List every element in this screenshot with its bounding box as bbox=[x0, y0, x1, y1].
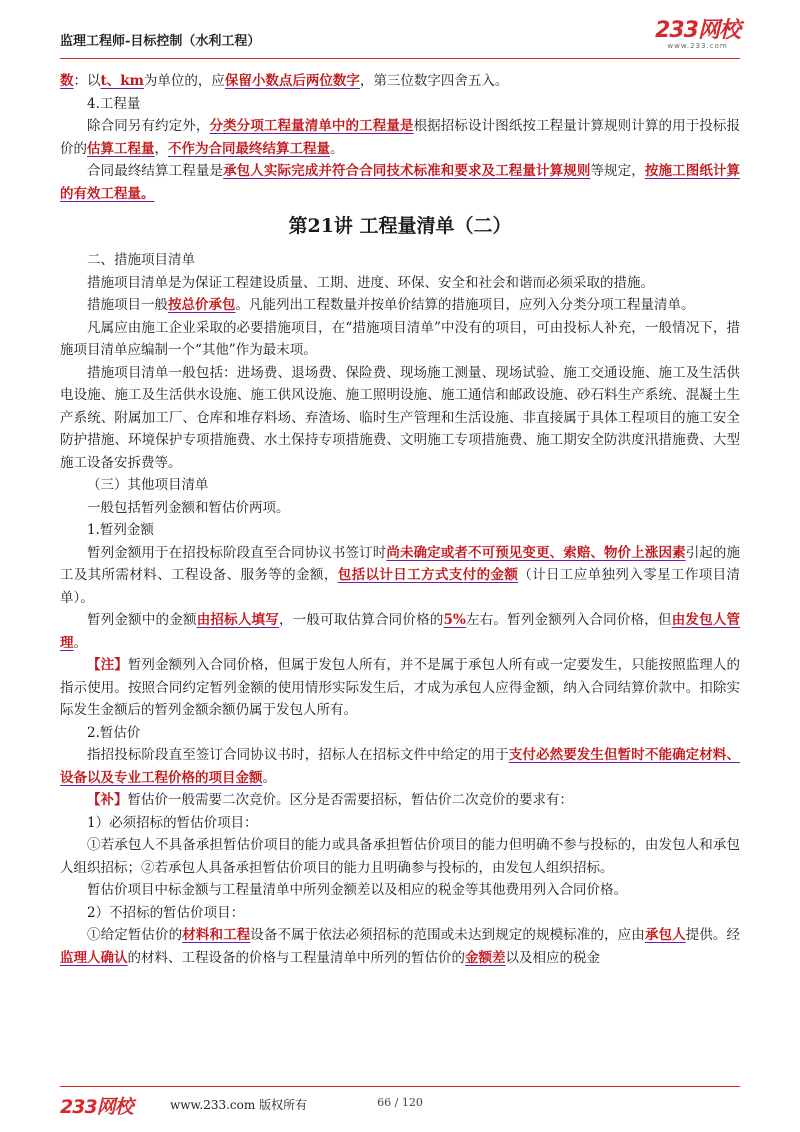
text-run: 凡属应由施工企业采取的必要措施项目，在“措施项目清单”中没有的项目，可由投标人补充，一般情况下，措施项目清单应编制一个“其他”作为最末项。 bbox=[60, 319, 740, 358]
document-body bbox=[60, 70, 740, 969]
text-run: 措施项目清单一般包括：进场费、退场费、保险费、现场施工测量、现场试验、施工交通设施、施工及生活供电设施、施工及生活供水设施、施工供风设施、施工照明设施、施工通信和邮政设施、砂石料生产系统、混凝土生产系统、附属加工厂、仓库和堆存料场、弃渣场、临时生产管理和生活设施、非直接属于具体工程项目的施工安全防护措施、环境保护专项措施费、水土保持专项措施费、文明施工专项措施费、施工期安全防洪度汛措施费、大型施工设备安拆费等。 bbox=[60, 364, 740, 471]
text-run: 暂列金额用于在招投标阶段直至合同协议书签订时 bbox=[87, 544, 387, 561]
text-run: 等规定， bbox=[590, 163, 645, 179]
paragraph bbox=[60, 362, 740, 475]
paragraph bbox=[60, 924, 740, 969]
text-run: 4.工程量 bbox=[87, 95, 141, 112]
highlighted-text: 由发包人管理 bbox=[60, 612, 741, 651]
paragraph bbox=[60, 160, 740, 205]
paragraph bbox=[60, 474, 740, 497]
text-run: ， bbox=[154, 140, 168, 157]
paragraph bbox=[60, 294, 740, 317]
paragraph bbox=[60, 879, 740, 902]
highlighted-text: 承包人实际完成并符合合同技术标准和要求及工程量计算规则 bbox=[223, 163, 591, 179]
page-total: 120 bbox=[401, 1096, 423, 1109]
paragraph bbox=[60, 902, 740, 925]
text-run: 措施项目清单是为保证工程建设质量、工期、进度、环保、安全和社会和谐而必须采取的措施。 bbox=[87, 274, 654, 291]
text-run: ，第三位数字四舍五入。 bbox=[359, 73, 509, 89]
paragraph bbox=[60, 497, 740, 520]
paragraph bbox=[60, 812, 740, 835]
paragraph bbox=[60, 654, 740, 722]
page-indicator bbox=[60, 1096, 740, 1109]
highlighted-text: 分类分项工程量清单中的工程量是 bbox=[209, 118, 414, 134]
text-run: 2.暂估价 bbox=[87, 724, 141, 741]
page-number: 66 bbox=[377, 1096, 392, 1109]
paragraph bbox=[60, 70, 740, 93]
highlighted-text: 监理人确认 bbox=[60, 949, 128, 966]
highlighted-text: t、km bbox=[100, 73, 144, 89]
text-run: 设备不属于依法必须招标的范围或未达到规定的规模标准的，应由 bbox=[250, 927, 645, 943]
text-run: 根据招标设计图纸按工程量计算规则计算的用于投标报价的 bbox=[60, 118, 741, 157]
text-run: 暂估价项目中标金额与工程量清单中所列金额差以及相应的税金等其他费用列入合同价格。 bbox=[87, 882, 627, 898]
paragraph bbox=[60, 834, 740, 879]
text-run: ，一般可取估算合同价格的 bbox=[278, 612, 444, 628]
paragraph bbox=[60, 722, 740, 745]
text-run: 。凡能列出工程数量并按单价结算的措施项目，应列入分类分项工程量清单。 bbox=[235, 297, 695, 313]
paragraph bbox=[60, 115, 740, 160]
text-run: 1）必须招标的暂估价项目： bbox=[87, 814, 258, 831]
text-run: 合同最终结算工程量是 bbox=[87, 163, 224, 179]
text-run: 1.暂列金额 bbox=[87, 522, 154, 538]
paragraph bbox=[60, 317, 740, 362]
text-run: 提供。经 bbox=[685, 927, 741, 943]
highlighted-text: 按施工图纸计算的有效工程量。 bbox=[60, 163, 741, 202]
text-run: 指招投标阶段直至签订合同协议书时，招标人在招标文件中给定的用于 bbox=[87, 747, 509, 763]
highlighted-text: 承包人 bbox=[644, 927, 686, 943]
brand-logo-url: www.233.com bbox=[667, 42, 728, 50]
paragraph bbox=[60, 93, 740, 116]
text-run: 以及相应的税金 bbox=[505, 949, 600, 966]
paragraph bbox=[60, 519, 740, 542]
text-run: ：以 bbox=[73, 73, 101, 89]
text-run: 二、措施项目清单 bbox=[87, 252, 195, 268]
highlighted-text: 数 bbox=[60, 73, 74, 89]
highlighted-text: 材料和工程 bbox=[182, 927, 251, 943]
text-run: 第21讲 工程量清单（二） bbox=[288, 215, 512, 237]
text-run: 。 bbox=[262, 769, 276, 786]
text-run: ①若承包人不具备承担暂估价项目的能力或具备承担暂估价项目的能力但明确不参与投标的，由发包人和承包人组织招标；②若承包人具备承担暂估价项目的能力且明确参与投标的，由发包人组织招标。 bbox=[60, 837, 740, 876]
paragraph bbox=[60, 249, 740, 272]
text-run: 。 bbox=[330, 140, 344, 157]
text-run: 除合同另有约定外， bbox=[87, 118, 210, 134]
highlighted-text: 5% bbox=[443, 612, 466, 628]
text-run: 为单位的，应 bbox=[143, 73, 225, 89]
paragraph bbox=[60, 272, 740, 295]
highlighted-text: 支付必然要发生但暂时不能确定材料、设备以及专业工程价格的项目金额 bbox=[60, 747, 740, 786]
text-run: ①给定暂估价的 bbox=[87, 927, 183, 943]
text-run: 暂估价一般需要二次竞价。区分是否需要招标，暂估价二次竞价的要求有： bbox=[127, 792, 573, 808]
highlighted-text: 估算工程量 bbox=[87, 140, 155, 157]
text-run: 左右。暂列金额列入合同价格，但 bbox=[465, 612, 672, 628]
text-run: 的材料、工程设备的价格与工程量清单中所列的暂估价的 bbox=[127, 949, 465, 966]
page-footer bbox=[60, 1086, 740, 1116]
text-run: 一般包括暂列金额和暂估价两项。 bbox=[87, 499, 290, 516]
paragraph bbox=[60, 744, 740, 789]
paragraph bbox=[60, 609, 740, 654]
text-run: 暂列金额列入合同价格，但属于发包人所有，并不是属于承包人所有或一定要发生，只能按照监理人的指示使用。按照合同约定暂列金额的使用情形实际发生后，才成为承包人应得金额，纳入合同结算价款中。扣除实际发生金额后的暂列金额余额仍属于发包人所有。 bbox=[60, 657, 741, 718]
note-label: 【注】 bbox=[87, 657, 128, 673]
copyright-notice: www.233.com 版权所有 bbox=[170, 1098, 308, 1112]
highlighted-text: 由招标人填写 bbox=[196, 612, 279, 628]
text-run: 。 bbox=[73, 634, 87, 651]
highlighted-text: 保留小数点后两位数字 bbox=[224, 73, 360, 89]
section-heading bbox=[60, 211, 740, 241]
text-run: 暂列金额中的金额 bbox=[87, 612, 197, 628]
text-run: （计日工应单独列入零星工作项目清单）。 bbox=[60, 567, 741, 606]
text-run: 措施项目一般 bbox=[87, 297, 168, 313]
note-label: 【补】 bbox=[87, 792, 128, 808]
brand-logo[interactable] bbox=[655, 20, 740, 50]
footer-divider bbox=[60, 1086, 740, 1087]
page-separator: / bbox=[391, 1096, 402, 1109]
footer-logo[interactable]: 233网校 bbox=[60, 1096, 133, 1118]
document-title: 监理工程师-目标控制（水利工程） bbox=[60, 34, 261, 49]
text-run: 2）不招标的暂估价项目： bbox=[87, 904, 245, 921]
brand-logo-text: 233网校 bbox=[655, 18, 740, 43]
text-run: （三）其他项目清单 bbox=[87, 477, 209, 493]
paragraph bbox=[60, 789, 740, 812]
page-header bbox=[60, 18, 740, 58]
highlighted-text: 金额差 bbox=[465, 949, 506, 966]
highlighted-text: 包括以计日工方式支付的金额 bbox=[337, 567, 519, 583]
text-run: 引起的施工及其所需材料、工程设备、服务等的金额， bbox=[60, 544, 741, 583]
paragraph bbox=[60, 542, 740, 610]
highlighted-text: 尚未确定或者不可预见变更、索赔、物价上涨因素 bbox=[386, 544, 686, 561]
highlighted-text: 不作为合同最终结算工程量 bbox=[168, 140, 330, 157]
header-divider bbox=[60, 58, 740, 59]
highlighted-text: 按总价承包 bbox=[168, 297, 236, 313]
